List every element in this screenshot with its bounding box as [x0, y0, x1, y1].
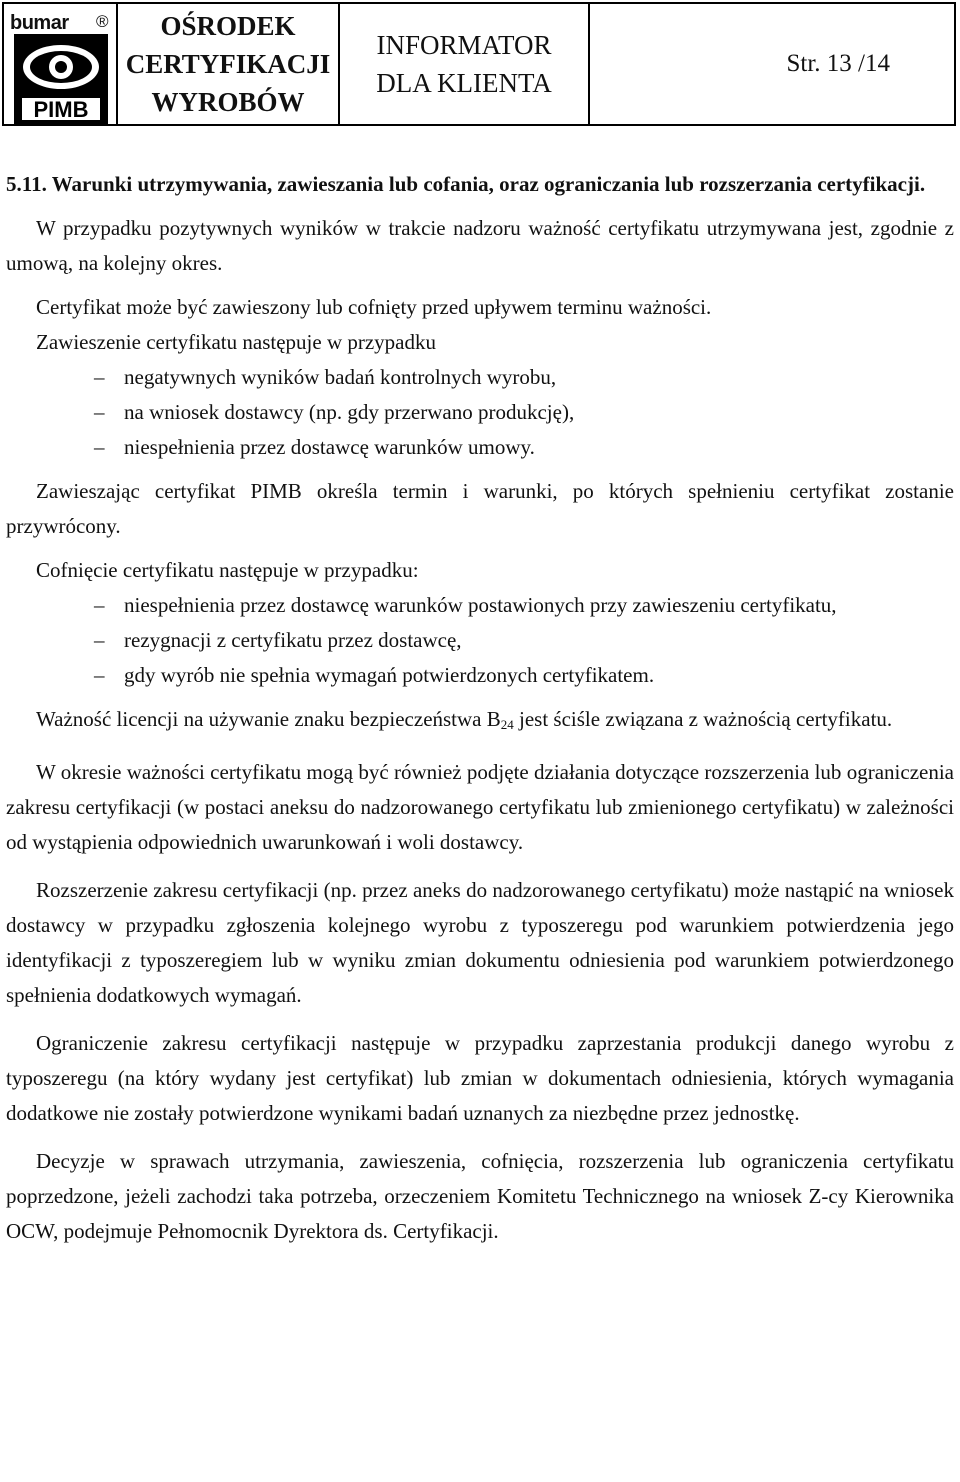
logo-brand-text: bumar	[10, 12, 69, 34]
paragraph: Cofnięcie certyfikatu następuje w przypadku:	[36, 558, 419, 582]
pimb-logo-icon	[14, 34, 108, 124]
paragraph: W okresie ważności certyfikatu mogą być również podjęte działania dotyczące rozszerzenia lub ograniczenia zakresu certyfikacji (w postaci aneksu do nadzorowanego certyfikatu lub zmienionego certyfikatu) w zależności od wystąpienia odpowiednich uwarunkowań i woli dostawcy.	[6, 760, 954, 854]
paragraph: Ograniczenie zakresu certyfikacji następuje w przypadku zaprzestania produkcji danego wyrobu z typoszeregu (na który wydany jest certyfikat) lub zmian w dokumentach odniesienia, których wymagania dodatkowe nie zostały potwierdzone wynikami badań uznanych za niezbędne przez jednostkę.	[6, 1031, 954, 1125]
section-title: 5.11. Warunki utrzymywania, zawieszania lub cofania, oraz ograniczania lub rozszerzania certyfikacji.	[6, 172, 926, 196]
logo-cell	[4, 4, 118, 124]
paragraph: Decyzje w sprawach utrzymania, zawieszenia, cofnięcia, rozszerzenia lub ograniczenia certyfikatu poprzedzone, jeżeli zachodzi taka potrzeba, orzeczeniem Komitetu Technicznego na wniosek Z-cy Kierownika OCW, podejmuje Pełnomocnik Dyrektora ds. Certyfikacji.	[6, 1149, 954, 1243]
registered-mark: ®	[96, 12, 109, 31]
paragraph: Zawieszenie certyfikatu następuje w przypadku	[36, 330, 436, 354]
list-item: – niespełnienia przez dostawcę warunków umowy.	[6, 430, 954, 465]
list-item: – gdy wyrób nie spełnia wymagań potwierdzonych certyfikatem.	[6, 658, 954, 693]
dash-bullet: –	[94, 593, 105, 617]
list-item: – rezygnacji z certyfikatu przez dostawcę,	[6, 623, 954, 658]
page-number: Str. 13 /14	[786, 50, 890, 77]
logo-pimb-text: PIMB	[33, 97, 89, 122]
organization-line: OŚRODEK	[160, 11, 296, 41]
organization-line: WYROBÓW	[151, 87, 305, 117]
dash-bullet: –	[94, 663, 105, 687]
dash-bullet: –	[94, 365, 105, 389]
paragraph: Certyfikat może być zawieszony lub cofnięty przed upływem terminu ważności.	[36, 295, 712, 319]
document-type-line: INFORMATOR	[376, 30, 552, 60]
organization-name	[118, 4, 340, 124]
section-content	[6, 166, 954, 1249]
list-item: – na wniosek dostawcy (np. gdy przerwano produkcję),	[6, 395, 954, 430]
list-item: – niespełnienia przez dostawcę warunków postawionych przy zawieszeniu certyfikatu,	[6, 588, 954, 623]
dash-bullet: –	[94, 628, 105, 652]
document-type	[340, 4, 590, 124]
withdrawal-reasons-list	[6, 588, 954, 693]
suspension-reasons-list	[6, 360, 954, 465]
page-number-cell	[590, 4, 954, 124]
paragraph: Rozszerzenie zakresu certyfikacji (np. przez aneks do nadzorowanego certyfikatu) może nastąpić na wniosek dostawcy w przypadku zgłoszenia kolejnego wyrobu z typoszeregu pod warunkiem potwierdzenia jego identyfikacji z typoszeregiem lub w wyniku zmian dokumentu odniesienia pod warunkiem potwierdzonego spełnienia dodatkowych wymagań.	[6, 878, 954, 1007]
paragraph: Ważność licencji na używanie znaku bezpieczeństwa $B_{24}$ jest ściśle związana z ważnością certyfikatu.	[36, 707, 893, 732]
list-item: – negatywnych wyników badań kontrolnych wyrobu,	[6, 360, 954, 395]
dash-bullet: –	[94, 435, 105, 459]
document-header	[2, 2, 956, 126]
paragraph: W przypadku pozytywnych wyników w trakcie nadzoru ważność certyfikatu utrzymywana jest, zgodnie z umową, na kolejny okres.	[6, 216, 954, 275]
organization-line: CERTYFIKACJI	[125, 49, 331, 79]
paragraph: Zawieszając certyfikat PIMB określa termin i warunki, po których spełnieniu certyfikat zostanie przywrócony.	[6, 479, 954, 538]
dash-bullet: –	[94, 400, 105, 424]
document-type-line: DLA KLIENTA	[376, 68, 552, 98]
